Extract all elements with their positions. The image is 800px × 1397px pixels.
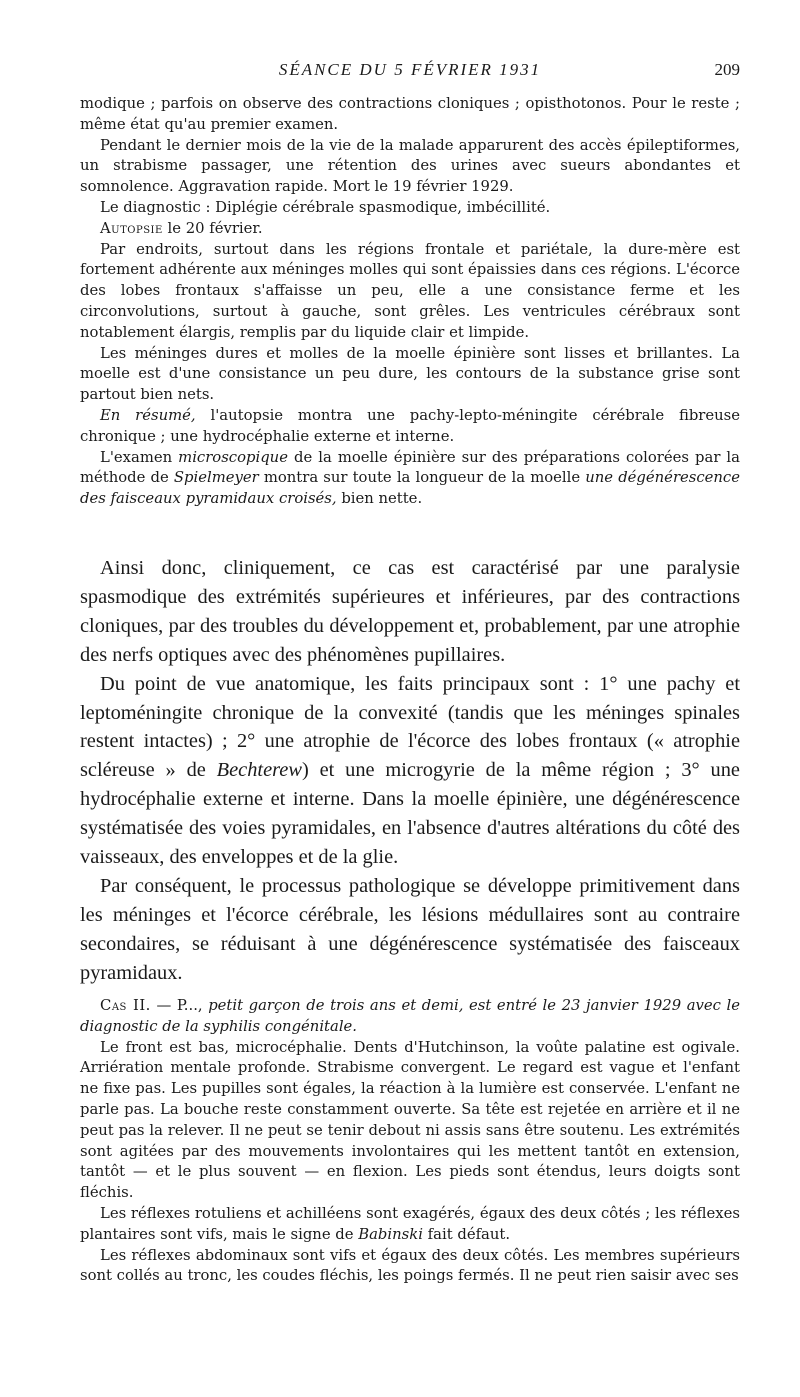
italic-run: microscopique	[178, 448, 288, 466]
case-label: Cas II.	[100, 997, 151, 1014]
case-two-heading	[80, 996, 740, 1038]
paragraph-autopsy	[80, 219, 740, 240]
text-run: Du point de vue anatomique, les faits principaux sont : 1° une pachy et leptoméningite chronique de la convexité (tandis que les méninges spinales restent intactes) ; 2° une atrophie de l'écorce des lobes frontaux (« atrophie scléreuse » de	[80, 672, 740, 782]
text-run: de la moelle épinière sur des préparations colorées par la méthode de	[80, 448, 740, 487]
italic-run: Babinski	[358, 1225, 423, 1243]
running-header	[80, 60, 740, 84]
autopsy-label: Autopsie	[100, 219, 163, 237]
case-one-continuation	[80, 94, 740, 510]
paragraph-reflexes	[80, 1204, 740, 1246]
paragraph-anatomy	[80, 670, 740, 872]
summary-lead: En résumé,	[100, 406, 196, 424]
text-run: fait défaut.	[422, 1225, 511, 1243]
paragraph: Pendant le dernier mois de la vie de la malade apparurent des accès épileptiformes, un strabisme passager, une rétention des urines avec sueurs abondantes et somnolence. Aggravation rapide. Mort le 19 février 1929.	[80, 136, 740, 196]
text-run: L'examen	[100, 448, 179, 466]
paragraph: Ainsi donc, cliniquement, ce cas est caractérisé par une paralysie spasmodique des extrémités supérieures et inférieures, par des contractions cloniques, par des troubles du développement et, probablement, par une atrophie des nerfs optiques avec des phénomènes pupillaires.	[80, 557, 740, 666]
italic-run: Spielmeyer	[173, 469, 259, 487]
paragraph: Le diagnostic : Diplégie cérébrale spasmodique, imbécillité.	[100, 198, 551, 216]
paragraph: Le front est bas, microcéphalie. Dents d'Hutchinson, la voûte palatine est ogivale. Arriération mentale profonde. Strabisme convergent. Le regard est vague et l'enfant ne fixe pas. Les pupilles sont égales, la réaction à la lumière est conservée. L'enfant ne parle pas. La bouche reste constamment ouverte. Sa tête est rejetée en arrière et il ne peut pas la relever. Il ne peut se tenir debout ni assis sans être soutenu. Les extrémités sont agitées par des mouvements involontaires qui les mettent tantôt en extension, tantôt — et le plus souvent — en flexion. Les pieds sont étendus, leurs doigts sont fléchis.	[80, 1038, 740, 1202]
italic-run: Bechterew	[216, 759, 302, 782]
case-two-section	[80, 996, 740, 1287]
running-title: SÉANCE DU 5 FÉVRIER 1931	[278, 60, 542, 79]
italic-run: petit garçon de trois ans et demi, est entré le 23 janvier 1929 avec le diagnostic de la syphilis congénitale.	[80, 997, 740, 1035]
page-number: 209	[714, 60, 740, 79]
summary-text: l'autopsie montra une pachy-lepto-méningite cérébrale fibreuse chronique ; une hydrocéphalie externe et interne.	[80, 406, 741, 445]
autopsy-date: le 20 février.	[162, 219, 263, 237]
discussion-section	[80, 554, 740, 988]
paragraph: Par conséquent, le processus pathologique se développe primitivement dans les méninges et l'écorce cérébrale, les lésions médullaires sont au contraire secondaires, se réduisant à une dégénérescence systématisée des faisceaux pyramidaux.	[80, 874, 740, 984]
text-run: ) et une microgyrie de la même région ; 3° une hydrocéphalie externe et interne. Dans la moelle épinière, une dégénérescence systématisée des voies pyramidales, en l'absence d'autres altérations du côté des vaisseaux, des enveloppes et de la glie.	[80, 759, 740, 869]
text-run: bien nette.	[336, 490, 423, 508]
italic-run: une dégénérescence des faisceaux pyramidaux croisés,	[80, 469, 740, 508]
text-run: montra sur toute la longueur de la moelle	[258, 469, 586, 487]
text-run: — P...,	[150, 997, 209, 1014]
text-run: Les réflexes rotuliens et achilléens sont exagérés, égaux des deux côtés ; les réflexes plantaires sont vifs, mais le signe de	[80, 1204, 740, 1243]
paragraph: Les réflexes abdominaux sont vifs et égaux des deux côtés. Les membres supérieurs sont collés au tronc, les coudes fléchis, les poings fermés. Il ne peut rien saisir avec ses	[80, 1246, 740, 1285]
paragraph-summary	[80, 406, 740, 448]
paragraph: Par endroits, surtout dans les régions frontale et pariétale, la dure-mère est fortement adhérente aux méninges molles qui sont épaissies dans ces régions. L'écorce des lobes frontaux s'affaisse un peu, elle a une consistance ferme et les circonvolutions, surtout à gauche, sont grêles. Les ventricules cérébraux sont notablement élargis, remplis par du liquide clair et limpide.	[80, 240, 740, 341]
paragraph-microscopy	[80, 448, 740, 510]
paragraph: modique ; parfois on observe des contractions cloniques ; opisthotonos. Pour le reste ; même état qu'au premier examen.	[80, 95, 740, 133]
paragraph: Les méninges dures et molles de la moelle épinière sont lisses et brillantes. La moelle est d'une consistance un peu dure, les contours de la substance grise sont partout bien nets.	[80, 344, 740, 404]
